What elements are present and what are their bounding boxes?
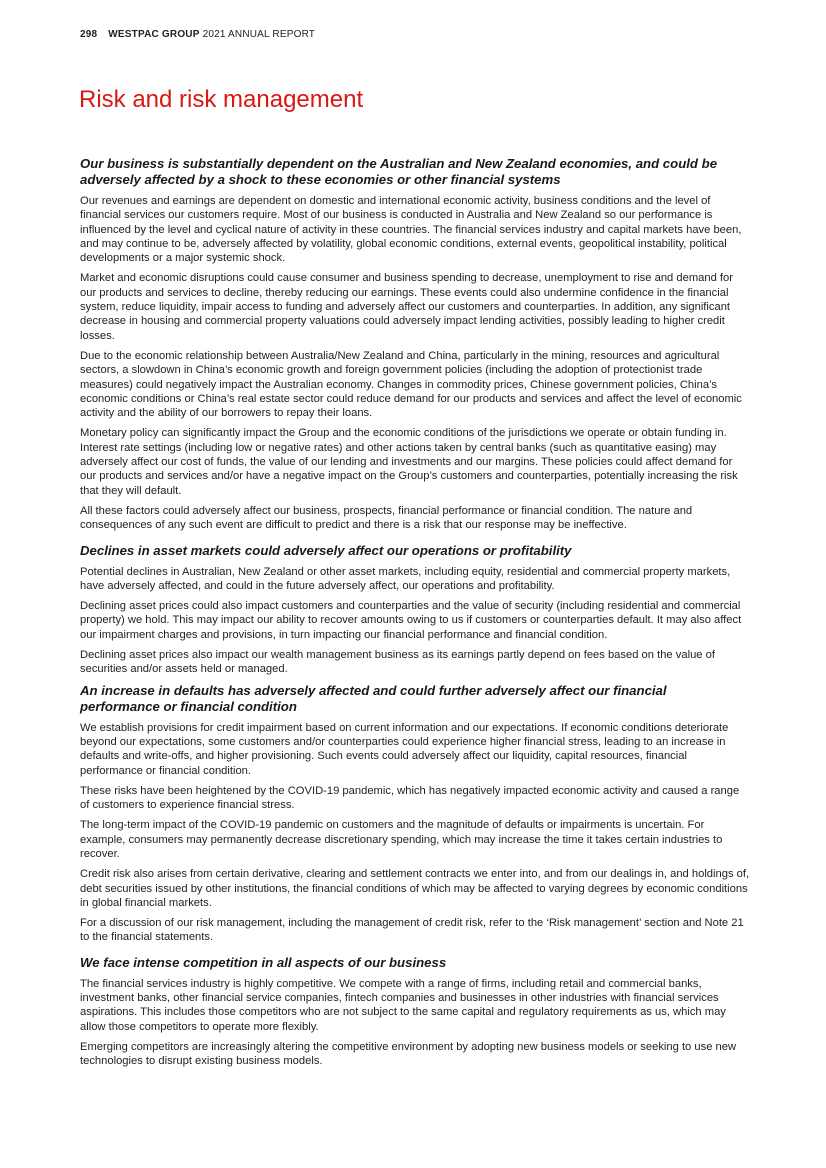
paragraph: Monetary policy can significantly impact the Group and the economic conditions of the jurisdictions we operate or obtain funding in. Interest rate settings (including low or negative rates) and other actions taken by central banks (such as quantitative easing) may adversely affect our cost of funds, the value of our lending and investments and our margins. These policies could affect demand for our products and services and/or have a negative impact on the Group’s customers and counterparties, potentially increasing the risk that they will default. bbox=[80, 427, 738, 497]
document-body bbox=[80, 156, 750, 1079]
page-header bbox=[80, 29, 315, 40]
section-defaults bbox=[80, 683, 750, 945]
paragraph: Declining asset prices also impact our wealth management business as its earnings partly depend on fees based on the value of securities and/or assets held or managed. bbox=[80, 649, 715, 676]
page-title: Risk and risk management bbox=[79, 86, 364, 113]
paragraph: All these factors could adversely affect our business, prospects, financial performance or financial condition. The nature and consequences of any such event are difficult to predict and there is a risk that our response may be ineffective. bbox=[80, 504, 693, 532]
page-number: 298 bbox=[80, 29, 98, 40]
paragraph: Market and economic disruptions could cause consumer and business spending to decrease, unemployment to rise and demand for our products and services to decline, thereby reducing our earnings. These events could also undermine confidence in the financial system, reduce liquidity, impair access to funding and adversely affect our customers and counterparties. In addition, any significant decrease in housing and commercial property valuations could adversely impact lending activities, possibly leading to higher credit losses. bbox=[80, 272, 733, 342]
paragraph: Declining asset prices could also impact customers and counterparties and the value of security (including residential and commercial property) we hold. This may impact our ability to recover amounts owing to us if customers or counterparties default. It may also affect our impairment charges and provisions, in turn impacting our financial performance and financial condition. bbox=[80, 600, 742, 641]
paragraph: We establish provisions for credit impairment based on current information and our expectations. If economic conditions deteriorate beyond our expectations, some customers and/or counterparties could experience higher financial stress, leading to an increase in defaults and write-offs, and higher provisioning. Such events could adversely affect our liquidity, capital resources, financial performance or financial condition. bbox=[80, 721, 729, 777]
paragraph: Our revenues and earnings are dependent on domestic and international economic activity, business conditions and the level of financial services our customers require. Most of our business is conducted in Australia and New Zealand so our performance is influenced by the level and cyclical nature of activity in these countries. The financial services industry and capital markets have been, and may continue to be, adversely affected by volatility, global economic conditions, external events, geopolitical instability, political developments or a major systemic shock. bbox=[80, 195, 742, 265]
paragraph: The financial services industry is highly competitive. We compete with a range of firms, including retail and commercial banks, investment banks, other financial service companies, fintech companies and businesses in other industries with financial services aspirations. This includes those competitors who are not subject to the same capital and regulatory requirements as us, which may allow those competitors to operate more flexibly. bbox=[80, 977, 726, 1033]
paragraph: The long-term impact of the COVID-19 pandemic on customers and the magnitude of defaults or impairments is uncertain. For example, consumers may permanently decrease discretionary spending, which may increase the time it takes certain industries to recover. bbox=[80, 819, 723, 860]
section-heading: An increase in defaults has adversely affected and could further adversely affect our financial performance or financial condition bbox=[80, 682, 667, 714]
section-asset-markets bbox=[80, 543, 750, 677]
section-heading: We face intense competition in all aspects of our business bbox=[80, 954, 447, 970]
report-name: 2021 ANNUAL REPORT bbox=[202, 29, 316, 40]
paragraph: Potential declines in Australian, New Zealand or other asset markets, including equity, residential and commercial property markets, have adversely affected, and could in the future adversely affect, our operations and profitability. bbox=[80, 565, 731, 592]
paragraph: Credit risk also arises from certain derivative, clearing and settlement contracts we enter into, and from our dealings in, and holdings of, debt securities issued by other institutions, the financial conditions of which may be affected to varying degrees by economic conditions in global financial markets. bbox=[80, 868, 750, 909]
section-heading: Our business is substantially dependent on the Australian and New Zealand economies, and could be adversely affected by a shock to these economies or other financial systems bbox=[80, 156, 718, 187]
section-heading: Declines in asset markets could adversely affect our operations or profitability bbox=[80, 542, 572, 558]
section-economy-dependence bbox=[80, 156, 750, 533]
paragraph: Due to the economic relationship between Australia/New Zealand and China, particularly in the mining, resources and agricultural sectors, a slowdown in China’s economic growth and foreign government policies (including the adoption of protectionist trade measures) could negatively impact the Australian economy. Changes in commodity prices, Chinese government policies, China’s economic conditions or China’s real estate sector could reduce demand for our products and services and affect the level of economic activity and the ability of our borrowers to repay their loans. bbox=[80, 349, 742, 420]
paragraph: These risks have been heightened by the COVID-19 pandemic, which has negatively impacted economic activity and caused a range of customers to experience financial stress. bbox=[80, 784, 740, 812]
company-name: WESTPAC GROUP bbox=[108, 29, 200, 40]
section-competition bbox=[80, 955, 750, 1069]
paragraph: For a discussion of our risk management, including the management of credit risk, refer to the ‘Risk management’ section and Note 21 to the financial statements. bbox=[80, 917, 744, 944]
paragraph: Emerging competitors are increasingly altering the competitive environment by adopting new business models or seeking to use new technologies to disrupt existing business models. bbox=[80, 1040, 737, 1068]
